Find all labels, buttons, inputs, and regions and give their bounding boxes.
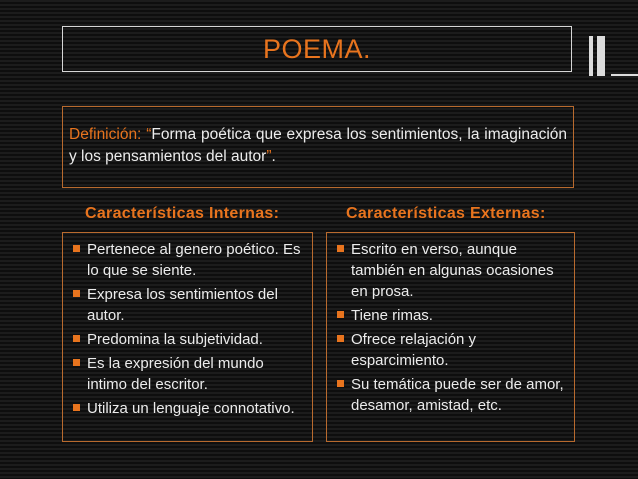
square-bullet-icon: [337, 380, 344, 387]
list-item: [334, 329, 568, 371]
decorative-bar: [597, 36, 605, 76]
list-item: [70, 329, 306, 350]
decorative-line: [611, 74, 638, 76]
square-bullet-icon: [337, 311, 344, 318]
list-item-text: Predomina la subjetividad.: [87, 331, 263, 348]
list-item-text: Ofrece relajación y esparcimiento.: [351, 331, 477, 369]
definition-box: [62, 106, 574, 188]
list-item: [334, 239, 568, 302]
external-list: [334, 239, 568, 416]
heading-internal: Características Internas:: [85, 205, 280, 222]
square-bullet-icon: [73, 359, 80, 366]
square-bullet-icon: [337, 245, 344, 252]
list-item: [70, 398, 306, 419]
decorative-bar: [589, 36, 593, 76]
list-item-text: Tiene rimas.: [351, 307, 433, 324]
list-item-text: Escrito en verso, aunque también en algunas ocasiones en prosa.: [351, 241, 554, 300]
list-item-text: Utiliza un lenguaje connotativo.: [87, 400, 295, 417]
list-item: [334, 374, 568, 416]
list-item: [70, 239, 306, 281]
definition-label: Definición:: [69, 126, 142, 143]
definition-text: Forma poética que expresa los sentimientos, la imaginación y los pensamientos del autor: [69, 126, 568, 165]
square-bullet-icon: [73, 404, 80, 411]
quote-close: ”: [266, 148, 272, 165]
definition-end: .: [271, 148, 276, 165]
slide-title: POEMA.: [262, 33, 372, 64]
internal-list: [70, 239, 306, 419]
square-bullet-icon: [73, 290, 80, 297]
list-item: [70, 353, 306, 395]
list-item-text: Expresa los sentimientos del autor.: [87, 286, 278, 324]
list-item-text: Es la expresión del mundo intimo del escritor.: [87, 355, 264, 393]
external-list-box: [326, 232, 575, 442]
square-bullet-icon: [337, 335, 344, 342]
list-item: [70, 284, 306, 326]
square-bullet-icon: [73, 245, 80, 252]
title-box: [62, 26, 572, 72]
quote-open: “: [141, 126, 152, 143]
square-bullet-icon: [73, 335, 80, 342]
list-item-text: Pertenece al genero poético. Es lo que se siente.: [87, 241, 301, 279]
list-item: [334, 305, 568, 326]
list-item-text: Su temática puede ser de amor, desamor, amistad, etc.: [351, 376, 564, 414]
heading-external: Características Externas:: [346, 205, 546, 222]
internal-list-box: [62, 232, 313, 442]
